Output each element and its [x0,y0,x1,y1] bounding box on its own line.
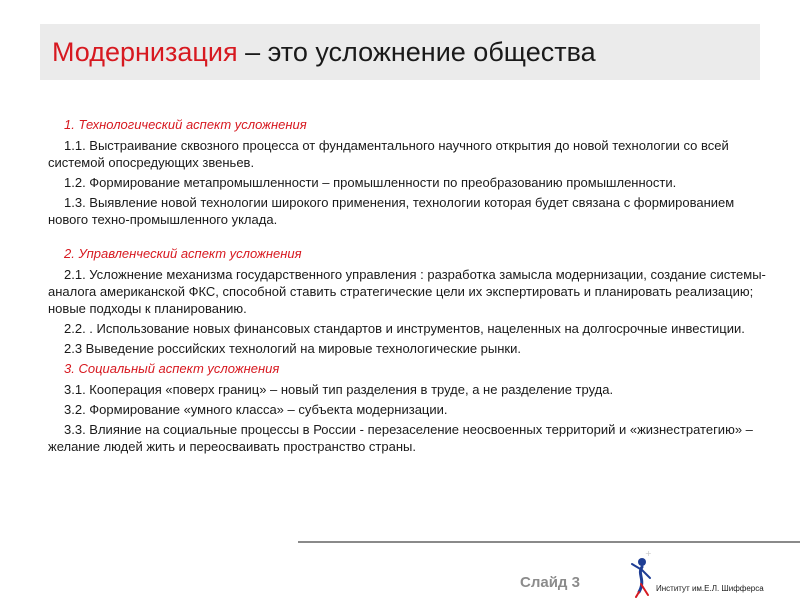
slide-body [48,116,774,458]
list-item: 3.1. Кооперация «поверх границ» – новый тип разделения в труде, а не разделение труда. [64,382,614,397]
list-item: 2.2. . Использование новых финансовых стандартов и инструментов, нацеленных на долгосрочные инвестиции. [64,321,745,336]
list-item: 2.1. Усложнение механизма государственного управления : разработка замысла модернизации, создание системы-аналога американской ФКС, способной ставить стратегические цели их экспертировать и планировать реализацию; новые подходы к планированию. [48,267,766,316]
section-heading-social: 3. Социальный аспект усложнения [64,361,280,376]
section-heading-managerial: 2. Управленческий аспект усложнения [64,246,302,261]
list-item: 1.1. Выстраивание сквозного процесса от фундаментального научного открытия до новой технологии со всей системой опосредующих звеньев. [48,138,729,170]
list-item: 2.3 Выведение российских технологий на мировые технологические рынки. [64,341,521,356]
slide-title [52,36,596,68]
section-heading-technological: 1. Технологический аспект усложнения [64,117,307,132]
title-accent-word: Модернизация [52,37,238,67]
human-figure-logo-icon [628,548,654,598]
list-item: 1.3. Выявление новой технологии широкого применения, технологии которая будет связана с формированием нового техно-промышленного уклада. [48,195,735,227]
section-gap [48,231,774,245]
svg-text:+: + [645,549,652,558]
list-item: 3.2. Формирование «умного класса» – субъекта модернизации. [64,402,448,417]
footer-divider [298,541,800,543]
slide-number-label: Слайд 3 [520,574,580,591]
institute-name: Институт им.Е.Л. Шифферса [656,584,764,593]
list-item: 3.3. Влияние на социальные процессы в России - перезаселение неосвоенных территорий и «жизнестратегию» – желание людей жить и переосваивать пространство страны. [48,422,753,454]
title-rest: – это усложнение общества [237,37,596,67]
list-item: 1.2. Формирование метапромышленности – промышленности по преобразованию промышленности. [64,175,677,190]
